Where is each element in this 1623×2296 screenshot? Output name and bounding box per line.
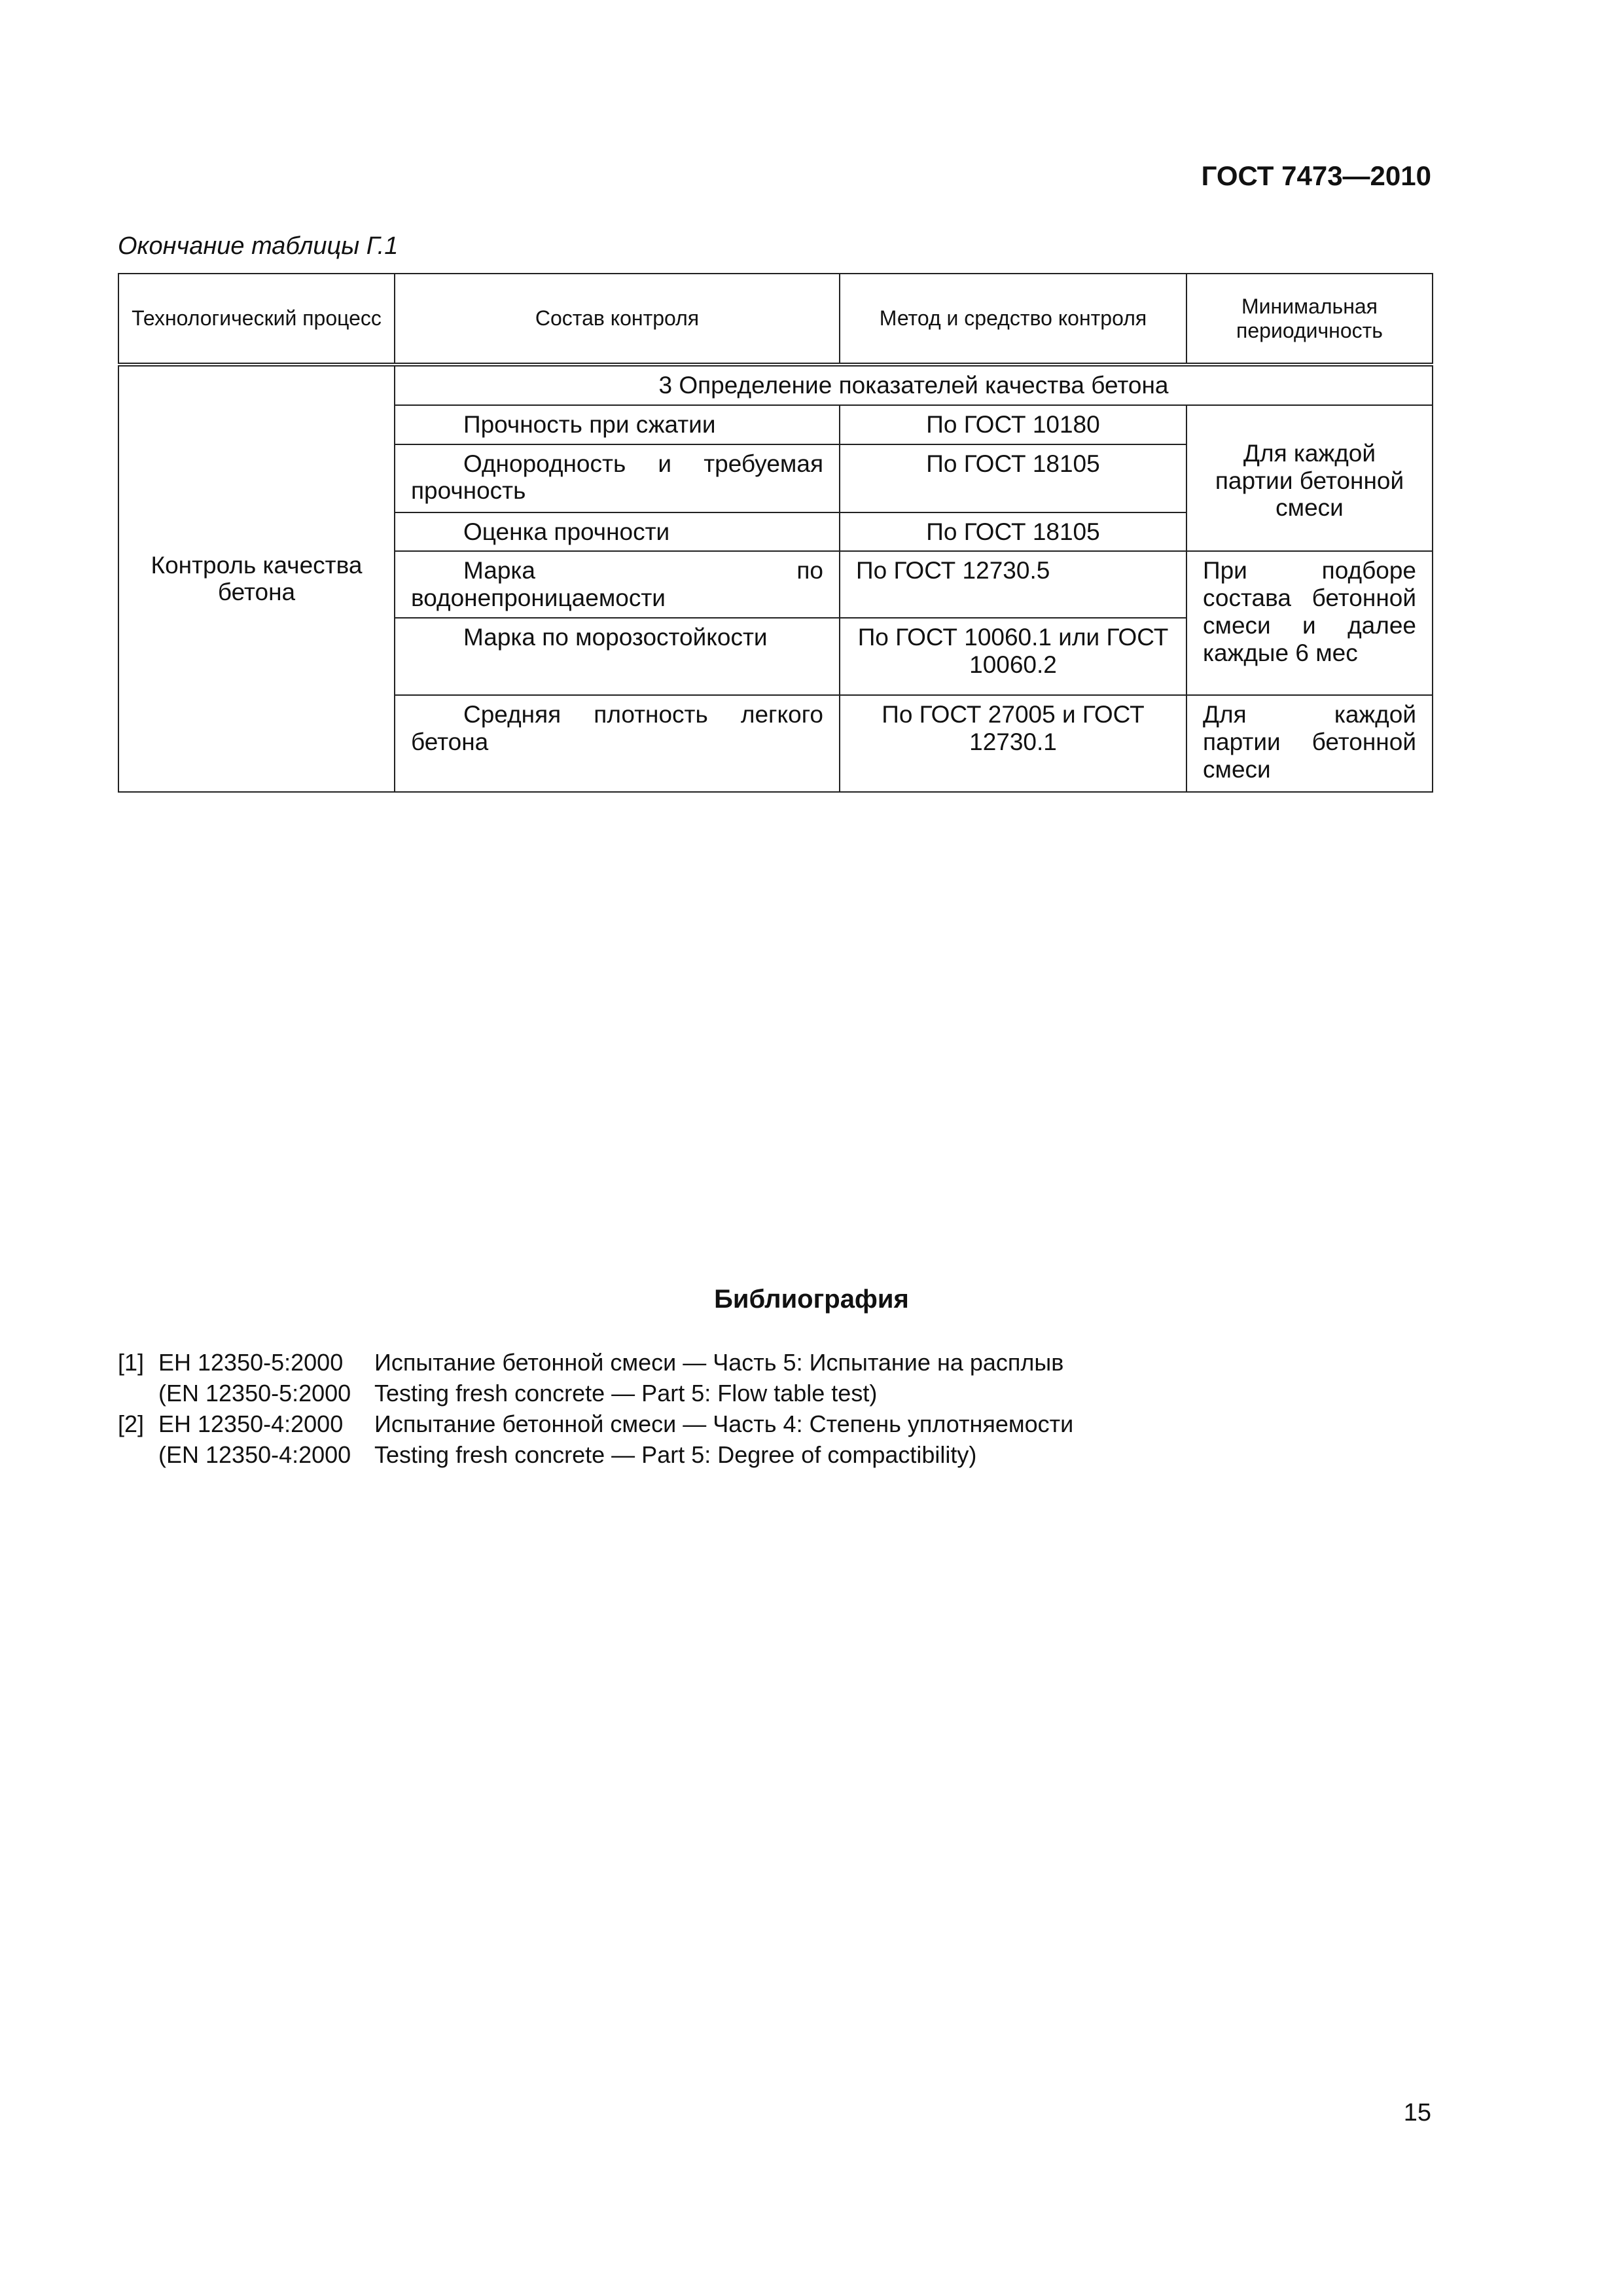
- control-item: Марка по водонепроницаемости: [395, 551, 840, 618]
- bib-title: Испытание бетонной смеси — Часть 5: Испытание на расплыв: [374, 1349, 1064, 1376]
- bib-number: [2]: [118, 1410, 145, 1437]
- process-cell: Контроль качества бетона: [118, 365, 395, 792]
- document-code: ГОСТ 7473—2010: [1201, 160, 1431, 191]
- column-header-scope: Состав контроля: [395, 274, 840, 365]
- periodicity-cell: Для каждой партии бетонной смеси: [1186, 695, 1433, 792]
- column-header-periodicity: Минимальная периодичность: [1186, 274, 1433, 365]
- control-method: По ГОСТ 10060.1 или ГОСТ 10060.2: [840, 618, 1186, 695]
- control-method: По ГОСТ 12730.5: [840, 551, 1186, 618]
- control-method: По ГОСТ 27005 и ГОСТ 12730.1: [840, 695, 1186, 792]
- page-number: 15: [1403, 2099, 1431, 2126]
- control-method: По ГОСТ 18105: [840, 512, 1186, 552]
- table-caption: Окончание таблицы Г.1: [118, 232, 399, 260]
- bib-number: [1]: [118, 1349, 145, 1376]
- table-row: [118, 365, 1433, 405]
- list-item: [118, 1439, 1073, 1470]
- periodicity-cell: Для каждой партии бетонной смеси: [1186, 405, 1433, 552]
- control-item: Однородность и требуемая прочность: [395, 444, 840, 512]
- bibliography-title: Библиография: [714, 1285, 909, 1314]
- bib-code: ЕН 12350-5:2000: [158, 1349, 344, 1376]
- list-item: [118, 1378, 1073, 1408]
- column-header-process: Технологический процесс: [118, 274, 395, 365]
- control-item: Средняя плотность легкого бетона: [395, 695, 840, 792]
- section-title: 3 Определение показателей качества бетона: [395, 365, 1433, 405]
- bib-code-alt: (EN 12350-5:2000: [158, 1380, 351, 1407]
- control-table: [118, 273, 1433, 793]
- control-item: Оценка прочности: [395, 512, 840, 552]
- control-item: Прочность при сжатии: [395, 405, 840, 444]
- bib-code-alt: (EN 12350-4:2000: [158, 1441, 351, 1468]
- bib-code: ЕН 12350-4:2000: [158, 1410, 344, 1437]
- column-header-method: Метод и средство контроля: [840, 274, 1186, 365]
- bib-title-alt: Testing fresh concrete — Part 5: Degree of compactibility): [374, 1441, 977, 1468]
- bib-title: Испытание бетонной смеси — Часть 4: Степень уплотняемости: [374, 1410, 1074, 1437]
- bib-title-alt: Testing fresh concrete — Part 5: Flow table test): [374, 1380, 878, 1407]
- table-header-row: [118, 274, 1433, 365]
- periodicity-cell: При подборе состава бетонной смеси и далее каждые 6 мес: [1186, 551, 1433, 695]
- control-method: По ГОСТ 10180: [840, 405, 1186, 444]
- control-item: Марка по морозостойкости: [395, 618, 840, 695]
- bibliography-list: [118, 1347, 1073, 1470]
- control-method: По ГОСТ 18105: [840, 444, 1186, 512]
- list-item: [118, 1347, 1073, 1378]
- list-item: [118, 1408, 1073, 1439]
